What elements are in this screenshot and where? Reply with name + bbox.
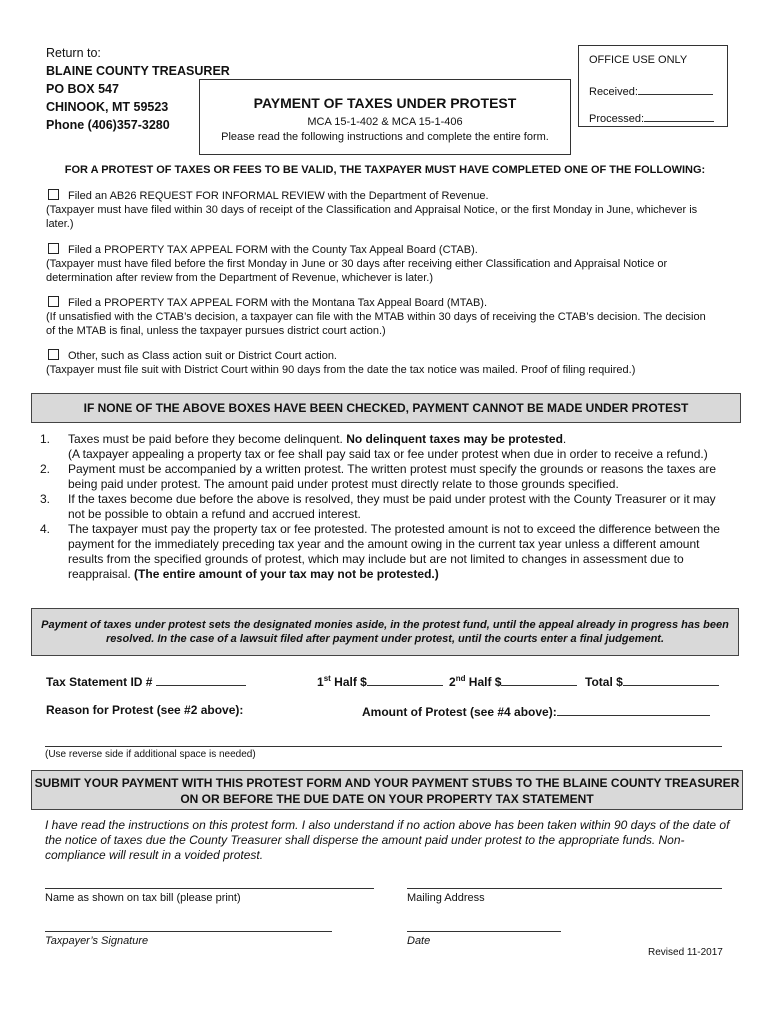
total-line [623, 673, 719, 686]
instruction-number: 4. [40, 522, 51, 536]
option-ctab [46, 243, 706, 285]
warning-box [31, 393, 741, 423]
reason-for-protest-field[interactable] [46, 703, 243, 717]
form-title: PAYMENT OF TAXES UNDER PROTEST [253, 95, 517, 111]
instruction-number: 1. [40, 432, 51, 446]
instruction-text: Payment must be accompanied by a written protest. The written protest must specify the grounds or reasons the taxes are being paid under protest. The amount paid under protest must directly relate to those grounds specified. [68, 462, 717, 491]
tax-statement-id-line [156, 673, 246, 686]
option-note: (Taxpayer must have filed within 30 days of receipt of the Classification and Appraisal Notice, or the first Monday in June, whichever is later.) [46, 204, 698, 230]
office-use-heading: OFFICE USE ONLY [589, 54, 688, 66]
option-note: (Taxpayer must file suit with District Court within 90 days from the date the tax notice was mailed. Proof of filing required.) [46, 364, 636, 376]
reverse-side-note: (Use reverse side if additional space is needed) [45, 749, 256, 760]
reason-line[interactable] [45, 746, 722, 747]
instruction-text: Taxes must be paid before they become delinquent. [68, 432, 347, 446]
option-ab26 [46, 189, 706, 231]
mailing-address-label: Mailing Address [407, 892, 485, 904]
submit-instruction-box [31, 770, 743, 810]
affirmation-statement: I have read the instructions on this protest form. I also understand if no action above has been taken within 90 days of the date of the notice of taxes due the County Treasurer shall disperse the amount paid under protest to the appropriate funds. Non-compliance will result in a voided protest. [45, 818, 730, 862]
statute-reference: MCA 15-1-402 & MCA 15-1-406 [307, 116, 463, 128]
option-label: Filed an AB26 REQUEST FOR INFORMAL REVIEW with the Department of Revenue. [68, 190, 489, 202]
return-label: Return to: [46, 46, 101, 60]
amount-of-protest-line [557, 703, 710, 716]
option-label: Filed a PROPERTY TAX APPEAL FORM with the County Tax Appeal Board (CTAB). [68, 244, 478, 256]
option-note: (Taxpayer must have filed before the first Monday in June or 30 days after receiving either Classification and Appraisal Notice or determination after review from the Department of Revenue, whichever is later.) [46, 258, 668, 284]
total-field[interactable] [585, 673, 719, 689]
first-half-sup: st [323, 674, 331, 683]
option-checkbox[interactable] [48, 189, 59, 200]
first-half-label: Half $ [330, 675, 367, 689]
protest-requirements-heading: FOR A PROTEST OF TAXES OR FEES TO BE VALID, THE TAXPAYER MUST HAVE COMPLETED ONE OF THE FOLLOWING: [64, 164, 706, 176]
date-line[interactable] [407, 931, 561, 932]
revision-date: Revised 11-2017 [648, 947, 723, 958]
signature-line[interactable] [45, 931, 332, 932]
first-half-field[interactable] [317, 673, 443, 689]
option-note: (If unsatisfied with the CTAB’s decision, a taxpayer can file with the MTAB within 30 days of receiving the CTAB’s decision. The decision of the MTAB is final, unless the taxpayer pursues district court action.) [46, 311, 706, 337]
second-half-line [501, 673, 577, 686]
amount-of-protest-field[interactable] [362, 703, 710, 719]
signature-label: Taxpayer’s Signature [45, 935, 149, 947]
first-half-line [367, 673, 443, 686]
instructions-list [40, 432, 720, 582]
instruction-emphasis: (The entire amount of your tax may not be protested.) [134, 567, 439, 581]
protest-fund-note-text: Payment of taxes under protest sets the designated monies aside, in the protest fund, until the appeal already in progress has been resolved. In the case of a lawsuit filed after payment under protest, until the courts enter a final judgement. [41, 619, 729, 645]
instruction-number: 2. [40, 462, 51, 476]
po-box: PO BOX 547 [46, 82, 119, 96]
protest-fund-note [31, 608, 739, 656]
second-half-field[interactable] [449, 673, 577, 689]
second-half-num: 2 [449, 675, 456, 689]
processed-label: Processed: [589, 113, 645, 125]
reason-for-protest-label: Reason for Protest (see #2 above): [46, 703, 244, 717]
second-half-label: Half $ [465, 675, 502, 689]
instruction-item [40, 492, 720, 522]
option-other [46, 349, 706, 377]
warning-text: IF NONE OF THE ABOVE BOXES HAVE BEEN CHECKED, PAYMENT CANNOT BE MADE UNDER PROTEST [83, 401, 689, 415]
amount-of-protest-label: Amount of Protest (see #4 above): [362, 705, 557, 719]
option-checkbox[interactable] [48, 349, 59, 360]
option-mtab [46, 296, 706, 338]
instruction-emphasis: No delinquent taxes may be protested [346, 432, 563, 446]
processed-field[interactable] [589, 110, 714, 125]
received-field[interactable] [589, 83, 713, 98]
instruction-item [40, 462, 720, 492]
option-label: Other, such as Class action suit or District Court action. [68, 350, 337, 362]
instruction-text: The taxpayer must pay the property tax or fee protested. The protested amount is not to exceed the difference between the payment for the immediately preceding tax year and the amount owing in the current tax year unless a different amount results from the specified grounds of protest, which may include but are not limited to changes in assessment due to reappraisal. [68, 522, 720, 581]
name-line[interactable] [45, 888, 374, 889]
instruction-number: 3. [40, 492, 51, 506]
option-label: Filed a PROPERTY TAX APPEAL FORM with the Montana Tax Appeal Board (MTAB). [68, 297, 487, 309]
first-half-num: 1 [317, 675, 324, 689]
received-label: Received: [589, 86, 638, 98]
date-label: Date [407, 935, 431, 947]
instruction-item [40, 522, 720, 582]
option-checkbox[interactable] [48, 296, 59, 307]
office-use-box [578, 45, 728, 127]
city-state-zip: CHINOOK, MT 59523 [46, 100, 169, 114]
phone-number: Phone (406)357-3280 [46, 118, 170, 132]
tax-statement-id-label: Tax Statement ID # [46, 675, 153, 689]
instruction-item [40, 432, 720, 462]
second-half-sup: nd [455, 674, 466, 683]
received-line [638, 83, 713, 95]
treasurer-name: BLAINE COUNTY TREASURER [46, 64, 230, 78]
processed-line [644, 110, 714, 122]
form-instruction: Please read the following instructions and complete the entire form. [221, 131, 549, 143]
tax-statement-id-field[interactable] [46, 673, 246, 689]
submit-instruction-text: SUBMIT YOUR PAYMENT WITH THIS PROTEST FORM AND YOUR PAYMENT STUBS TO THE BLAINE COUNTY TREASURER ON OR BEFORE THE DUE DATE ON YOUR PROPERTY TAX STATEMENT [34, 776, 740, 806]
instruction-text: If the taxes become due before the above is resolved, they must be paid under protest with the County Treasurer or it may not be possible to obtain a refund and accrued interest. [68, 492, 716, 521]
total-label: Total $ [585, 675, 623, 689]
form-title-box [199, 79, 571, 155]
mailing-address-line[interactable] [407, 888, 722, 889]
option-checkbox[interactable] [48, 243, 59, 254]
name-label: Name as shown on tax bill (please print) [45, 892, 241, 904]
instruction-text-continued: . (A taxpayer appealing a property tax or fee shall pay said tax or fee under protest when due in order to receive a refund.) [68, 432, 708, 461]
